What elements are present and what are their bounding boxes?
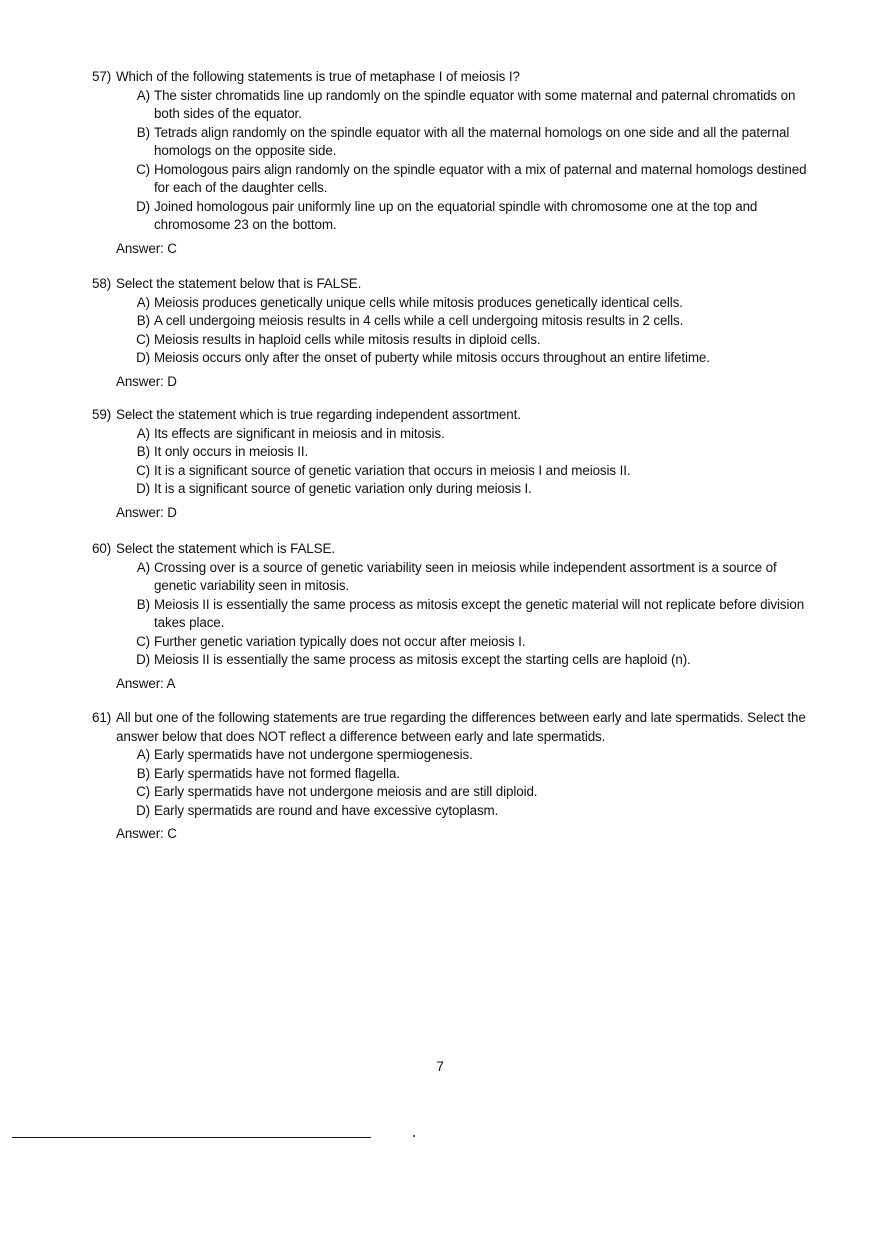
question-stem (92, 709, 812, 746)
question-number: 60) (92, 541, 112, 556)
option-letter: C) (136, 462, 150, 478)
option-b (132, 124, 812, 161)
answer: Answer: A (116, 675, 176, 691)
option-b (132, 596, 812, 633)
option-a (132, 294, 812, 313)
option-text: Meiosis produces genetically unique cells while mitosis produces genetically identical cells. (154, 294, 683, 310)
question-text: Select the statement which is FALSE. (116, 541, 335, 556)
option-d (132, 802, 812, 821)
option-text: Meiosis II is essentially the same process as mitosis except the genetic material will not replicate before division takes place. (154, 596, 805, 630)
option-text: Early spermatids have not formed flagella. (154, 765, 400, 781)
options-list (132, 425, 812, 499)
option-text: Its effects are significant in meiosis and in mitosis. (154, 425, 445, 441)
option-letter: B) (136, 596, 150, 612)
option-text: Joined homologous pair uniformly line up on the equatorial spindle with chromosome one at the top and chromosome 23 on the bottom. (154, 198, 758, 232)
option-text: The sister chromatids line up randomly on the spindle equator with some maternal and paternal chromatids on both sides of the equator. (154, 87, 796, 121)
option-letter: C) (136, 161, 150, 177)
option-c (132, 783, 812, 802)
answer: Answer: C (116, 240, 177, 256)
question-61 (92, 709, 812, 844)
option-c (132, 633, 812, 652)
option-letter: D) (136, 481, 150, 496)
question-number: 61) (92, 710, 112, 725)
option-text: Crossing over is a source of genetic variability seen in meiosis while independent assortment is a source of genetic variability seen in mitosis. (154, 559, 777, 593)
option-letter: D) (136, 350, 150, 365)
question-58 (92, 275, 812, 391)
option-b (132, 443, 812, 462)
question-text: Select the statement below that is FALSE. (116, 276, 362, 291)
option-text: A cell undergoing meiosis results in 4 cells while a cell undergoing mitosis results in 2 cells. (154, 313, 684, 328)
option-letter: A) (136, 87, 150, 103)
options-list (132, 87, 812, 235)
option-letter: A) (136, 747, 150, 762)
option-text: Further genetic variation typically does not occur after meiosis I. (154, 633, 526, 649)
option-letter: A) (136, 559, 150, 575)
option-letter: C) (136, 784, 150, 799)
option-letter: B) (136, 124, 150, 140)
option-letter: C) (136, 331, 150, 347)
option-c (132, 462, 812, 481)
option-text: Tetrads align randomly on the spindle equator with all the maternal homologs on one side and all the paternal homologs on the opposite side. (154, 124, 790, 158)
footnote-dot (413, 1135, 415, 1137)
answer: Answer: D (116, 504, 177, 520)
option-a (132, 559, 812, 596)
question-text: Select the statement which is true regarding independent assortment. (116, 407, 521, 422)
option-text: Early spermatids are round and have excessive cytoplasm. (154, 802, 499, 818)
option-text: It only occurs in meiosis II. (154, 444, 309, 459)
option-letter: B) (136, 444, 150, 459)
question-stem (92, 406, 812, 425)
options-list (132, 559, 812, 670)
question-59 (92, 406, 812, 522)
option-c (132, 331, 812, 350)
options-list (132, 294, 812, 368)
options-list (132, 746, 812, 820)
option-text: It is a significant source of genetic variation that occurs in meiosis I and meiosis II. (154, 462, 631, 478)
question-text: Which of the following statements is true of metaphase I of meiosis I? (116, 69, 520, 84)
question-stem (92, 275, 812, 294)
option-letter: B) (136, 313, 150, 328)
option-d (132, 198, 812, 235)
option-d (132, 651, 812, 670)
option-letter: D) (136, 652, 150, 667)
answer: Answer: D (116, 373, 177, 389)
option-text: Early spermatids have not undergone spermiogenesis. (154, 747, 473, 762)
question-number: 59) (92, 407, 112, 422)
option-c (132, 161, 812, 198)
option-d (132, 480, 812, 499)
page-number: 7 (436, 1059, 444, 1074)
option-d (132, 349, 812, 368)
question-stem (92, 540, 812, 559)
question-number: 58) (92, 276, 112, 291)
question-60 (92, 540, 812, 693)
option-text: It is a significant source of genetic variation only during meiosis I. (154, 481, 532, 496)
option-letter: A) (136, 294, 150, 310)
footnote-rule (12, 1137, 371, 1138)
option-letter: D) (136, 802, 150, 818)
question-number: 57) (92, 69, 112, 84)
question-57 (92, 68, 812, 258)
option-letter: C) (136, 633, 150, 649)
option-text: Homologous pairs align randomly on the spindle equator with a mix of paternal and maternal homologs destined for each of the daughter cells. (154, 161, 807, 195)
option-text: Early spermatids have not undergone meiosis and are still diploid. (154, 784, 538, 799)
option-letter: B) (136, 765, 150, 781)
option-text: Meiosis results in haploid cells while mitosis results in diploid cells. (154, 331, 541, 347)
option-letter: A) (136, 425, 150, 441)
option-letter: D) (136, 198, 150, 214)
option-text: Meiosis II is essentially the same process as mitosis except the starting cells are haploid (n). (154, 652, 691, 667)
option-text: Meiosis occurs only after the onset of puberty while mitosis occurs throughout an entire lifetime. (154, 350, 710, 365)
option-a (132, 87, 812, 124)
option-a (132, 425, 812, 444)
question-stem (92, 68, 812, 87)
option-b (132, 312, 812, 331)
answer: Answer: C (116, 826, 177, 841)
option-b (132, 765, 812, 784)
question-text: All but one of the following statements are true regarding the differences between early and late spermatids. Select the answer below that does NOT reflect a difference between early and late spermatids. (116, 710, 806, 744)
option-a (132, 746, 812, 765)
